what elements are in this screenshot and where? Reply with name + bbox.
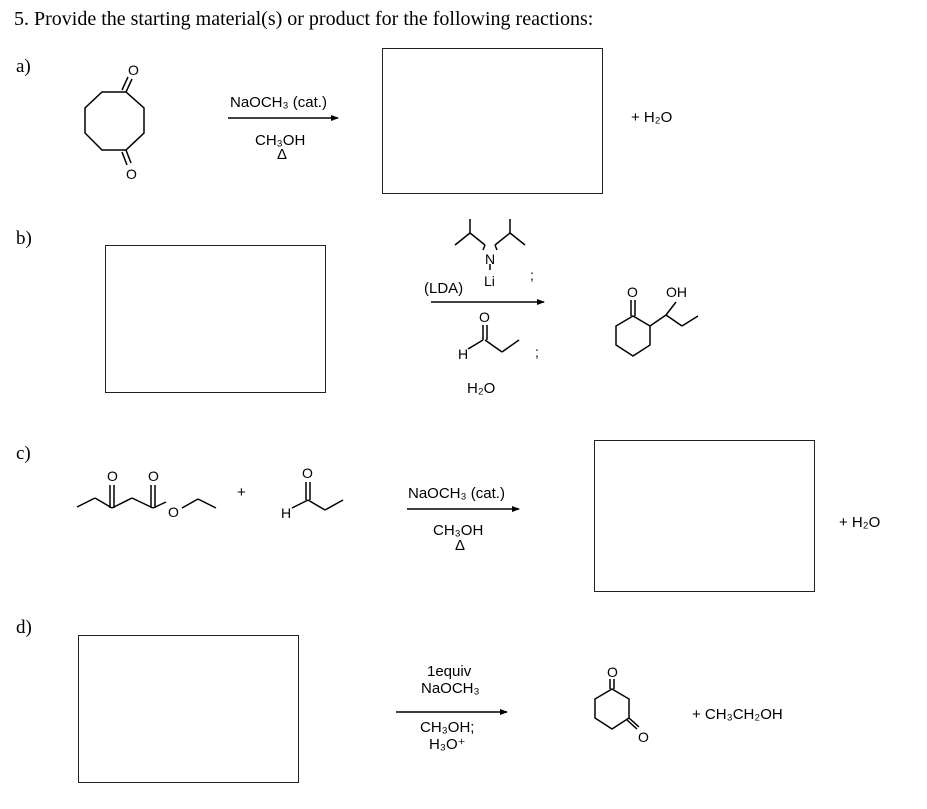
separator-b-1: ;: [530, 267, 534, 283]
propanal-structure-c: [292, 482, 343, 510]
part-b-label: b): [16, 228, 32, 249]
part-d-label: d): [16, 617, 32, 638]
atom-o-bottom-a: O: [126, 166, 137, 182]
reagent-c-above: NaOCH₃ (cat.): [408, 485, 505, 502]
ketoester-structure-c: [77, 485, 216, 508]
reagent-d-line1: 1equiv: [427, 663, 472, 680]
part-a-label: a): [16, 56, 31, 77]
heat-symbol-c: Δ: [455, 537, 466, 554]
cyclic-ketoester-d: [595, 679, 639, 729]
atom-li-lda: Li: [484, 273, 495, 289]
byproduct-c: + H₂O: [839, 514, 881, 531]
byproduct-d: + CH₃CH₂OH: [692, 706, 783, 723]
aldol-product-b: [616, 300, 698, 356]
cyclooctanedione-structure: [85, 77, 144, 165]
reagent-c-below: CH₃OH: [433, 522, 484, 539]
reagent-a-above: NaOCH₃ (cat.): [230, 94, 327, 111]
atom-n-lda: N: [485, 251, 496, 267]
atom-o-ketone-d: O: [607, 664, 618, 680]
atom-o-ester-d: O: [638, 729, 649, 745]
reagent-d-line3: CH₃OH;: [420, 719, 475, 736]
reagent-d-line2: NaOCH₃: [421, 680, 480, 697]
atom-o-prod-b: O: [627, 284, 638, 300]
atom-o2-c: O: [148, 468, 159, 484]
reagent-a-below: CH₃OH: [255, 132, 306, 149]
byproduct-a: + H₂O: [631, 109, 673, 126]
question-text: 5. Provide the starting material(s) or product for the following reactions:: [14, 8, 594, 30]
plus-sign-c: +: [237, 484, 246, 501]
part-c-label: c): [16, 443, 31, 464]
atom-o-ald-c: O: [302, 465, 313, 481]
separator-b-2: ;: [535, 344, 539, 360]
atom-o-ald-b: O: [479, 309, 490, 325]
reagent-d-line4: H₃O⁺: [429, 736, 466, 753]
reagent-b-lda: (LDA): [424, 280, 464, 297]
atom-o-ester-c: O: [168, 504, 179, 520]
reagent-b-water: H₂O: [467, 380, 496, 397]
atom-o1-c: O: [107, 468, 118, 484]
heat-symbol-a: Δ: [277, 146, 288, 163]
propanal-structure-b: [468, 325, 519, 352]
atom-oh-prod-b: OH: [666, 284, 687, 300]
atom-h-ald-c: H: [281, 505, 292, 521]
atom-h-ald-b: H: [458, 346, 469, 362]
atom-o-top-a: O: [128, 62, 139, 78]
